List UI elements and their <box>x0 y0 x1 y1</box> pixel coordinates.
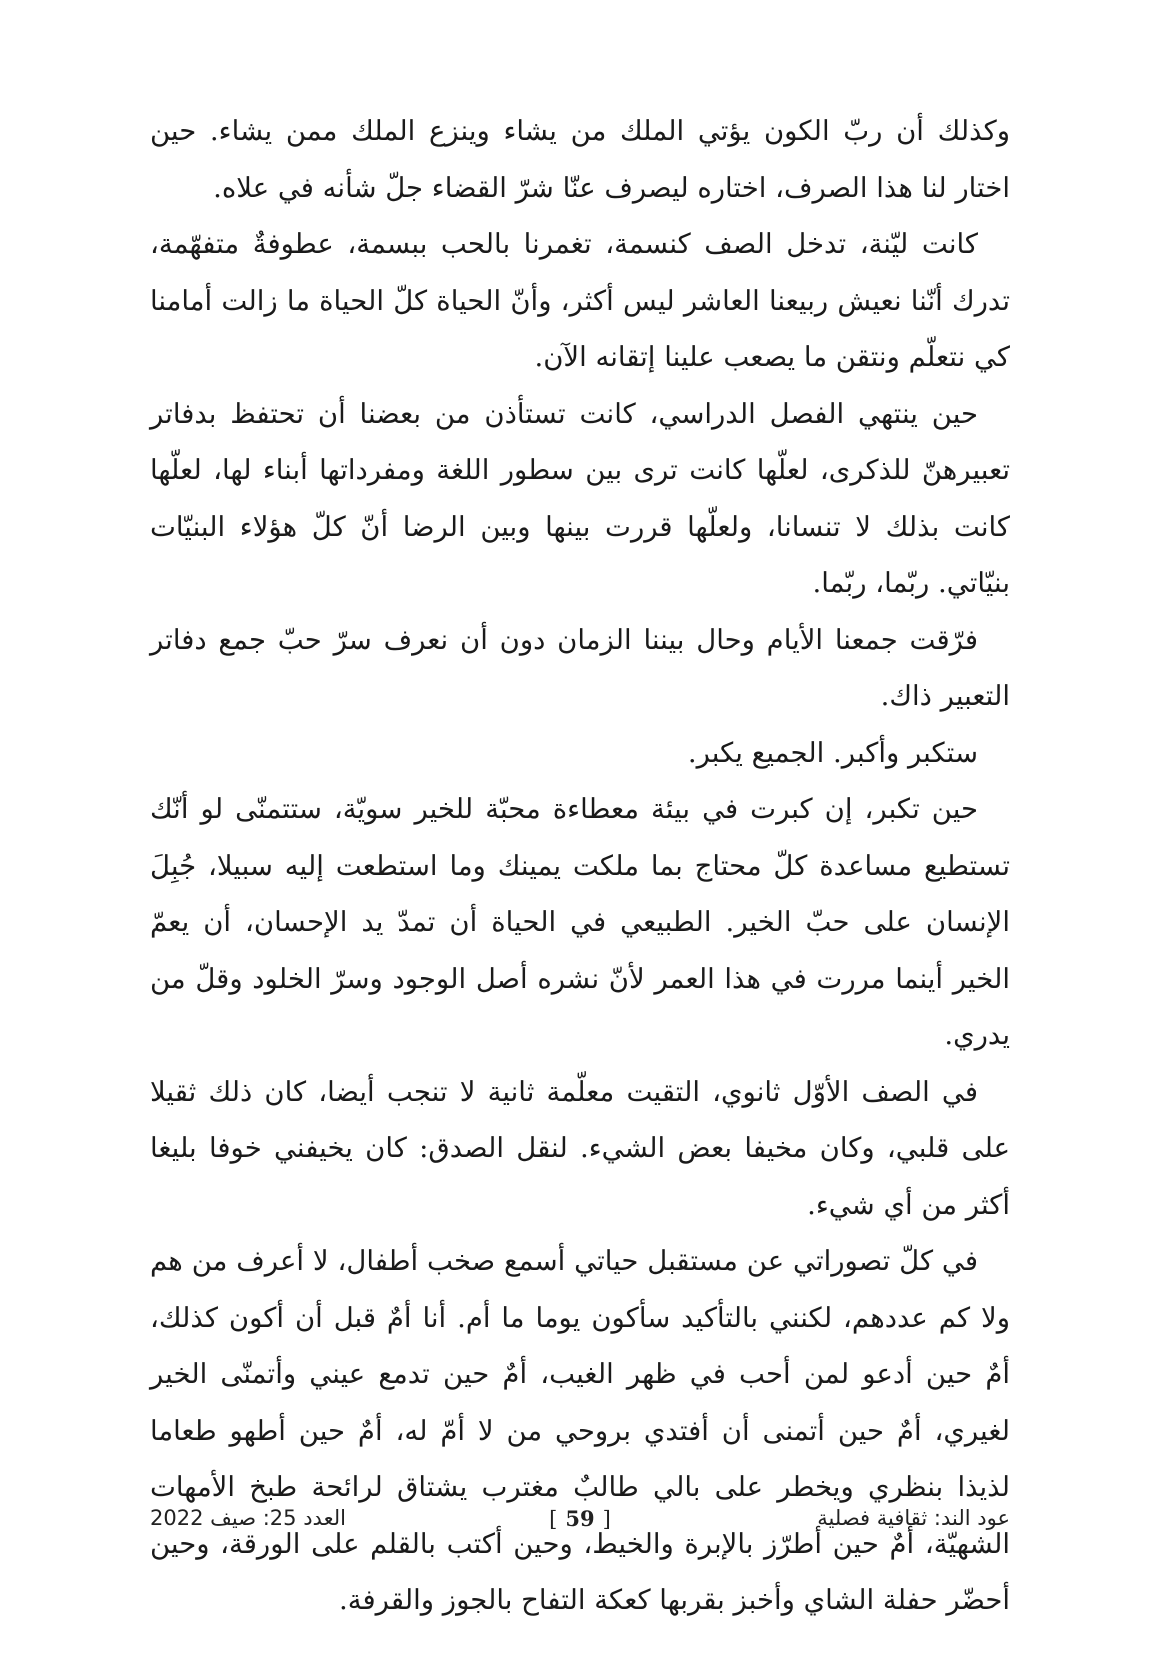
bracket-open: [ <box>549 1507 558 1531</box>
paragraph-8: في كلّ تصوراتي عن مستقبل حياتي أسمع صخب أطفال، لا أعرف من هم ولا كم عددهم، لكنني بالتأكيد سأكون يوما ما أم. أنا أمٌ قبل أن أكون كذلك، أمٌ حين أدعو لمن أحب في ظهر الغيب، أمٌ حين تدمع عيني وأتمنّى الخير لغيري، أمٌ حين أتمنى أن أفتدي بروحي من لا أمّ له، أمٌ حين أطهو طعاما لذيذا بنظري ويخطر على بالي طالبٌ مغترب يشتاق لرائحة طبخ الأمهات الشهيّة، أمٌ حين أطرّز بالإبرة والخيط، وحين أكتب بالقلم على الورقة، وحين أحضّر حفلة الشاي وأخبز بقربها كعكة التفاح بالجوز والقرفة. <box>150 1245 1010 1616</box>
paragraph-3: حين ينتهي الفصل الدراسي، كانت تستأذن من بعضنا أن تحتفظ بدفاتر تعبيرهنّ للذكرى، لعلّها كانت ترى بين سطور اللغة ومفرداتها أبناء لها، لعلّها كانت بذلك لا تنسانا، ولعلّها قررت بينها وبين الرضا أنّ كلّ هؤلاء البنيّات بنيّاتي. ربّما، ربّما. <box>150 397 1010 599</box>
article-body <box>150 103 1010 1629</box>
paragraph-4: فرّقت جمعنا الأيام وحال بيننا الزمان دون أن نعرف سرّ حبّ جمع دفاتر التعبير ذاك. <box>150 623 1010 712</box>
page-number-wrapper <box>541 1506 619 1531</box>
page-number: 59 <box>565 1506 595 1531</box>
bracket-close: ] <box>602 1507 611 1531</box>
paragraph-7: في الصف الأوّل ثانوي، التقيت معلّمة ثانية لا تنجب أيضا، كان ذلك ثقيلا على قلبي، وكان مخيفا بعض الشيء. لنقل الصدق: كان يخيفني خوفا بليغا أكثر من أي شيء. <box>150 1075 1010 1221</box>
paragraph-5: ستكبر وأكبر. الجميع يكبر. <box>687 736 978 769</box>
paragraph-1: وكذلك أن ربّ الكون يؤتي الملك من يشاء وينزع الملك ممن يشاء. حين اختار لنا هذا الصرف، اختاره ليصرف عنّا شرّ القضاء جلّ شأنه في علاه. <box>150 115 1010 204</box>
journal-title: عود الند: ثقافية فصلية <box>817 1506 1010 1530</box>
paragraph-6: حين تكبر، إن كبرت في بيئة معطاءة محبّة للخير سويّة، ستتمنّى لو أنّك تستطيع مساعدة كلّ محتاج بما ملكت يمينك وما استطعت إليه سبيلا، جُبِلَ الإنسان على حبّ الخير. الطبيعي في الحياة أن تمدّ يد الإحسان، أن يعمّ الخير أينما مررت في هذا العمر لأنّ نشره أصل الوجود وسرّ الخلود وقلّ من يدري. <box>150 793 1010 1051</box>
page-footer <box>150 1506 1010 1546</box>
paragraph-2: كانت ليّنة، تدخل الصف كنسمة، تغمرنا بالحب ببسمة، عطوفةٌ متفهّمة، تدرك أنّنا نعيش ربيعنا العاشر ليس أكثر، وأنّ الحياة كلّ الحياة ما زالت أمامنا كي نتعلّم ونتقن ما يصعب علينا إتقانه الآن. <box>150 228 1010 373</box>
issue-label: العدد 25: صيف 2022 <box>150 1506 346 1530</box>
